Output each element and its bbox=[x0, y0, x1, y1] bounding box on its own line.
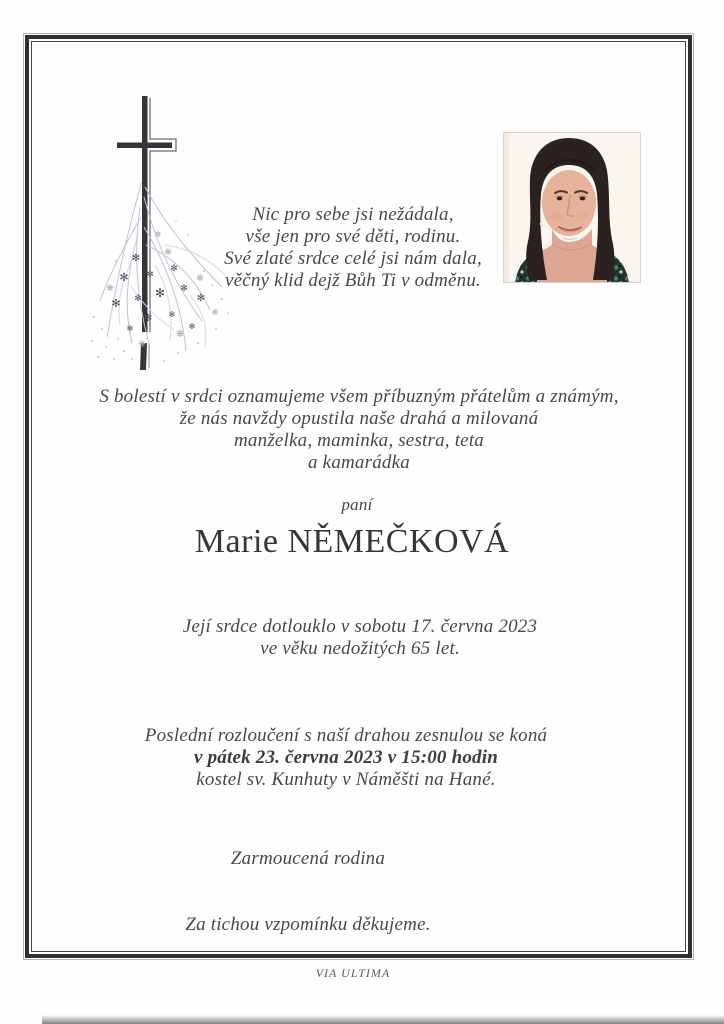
honorific: paní bbox=[341, 495, 373, 514]
svg-text:✻: ✻ bbox=[143, 313, 153, 324]
family-signature: Zarmoucená rodina bbox=[230, 848, 386, 869]
funeral-location: kostel sv. Kunhuty v Náměšti na Hané. bbox=[196, 769, 496, 790]
announcement-line: manželka, maminka, sestra, teta bbox=[234, 430, 484, 451]
svg-text:❋: ❋ bbox=[106, 284, 114, 294]
svg-text:❋: ❋ bbox=[164, 248, 172, 258]
funeral-date-time: v pátek 23. června 2023 v 15:00 hodin bbox=[194, 747, 498, 768]
svg-text:✻: ✻ bbox=[188, 322, 196, 331]
announcement-line: a kamarádka bbox=[308, 452, 410, 473]
svg-text:✻: ✻ bbox=[111, 297, 121, 310]
thanks-line: Za tichou vzpomínku děkujeme. bbox=[185, 914, 431, 935]
svg-text:✻: ✻ bbox=[168, 310, 176, 319]
scan-edge-shadow bbox=[42, 1015, 724, 1024]
poem-line: Své zlaté srdce celé jsi nám dala, bbox=[224, 248, 482, 269]
announcement-line: že nás navždy opustila naše drahá a milovaná bbox=[179, 408, 539, 429]
death-info-line: ve věku nedožitých 65 let. bbox=[260, 638, 460, 659]
svg-text:❋: ❋ bbox=[175, 329, 185, 340]
announcement-text bbox=[0, 386, 721, 474]
deceased-name: Marie NĚMEČKOVÁ bbox=[194, 523, 510, 560]
svg-text:✻: ✻ bbox=[119, 271, 129, 284]
svg-text:✻: ✻ bbox=[146, 270, 154, 280]
svg-text:✻: ✻ bbox=[154, 286, 166, 300]
svg-text:✻: ✻ bbox=[131, 253, 141, 264]
svg-text:✻: ✻ bbox=[134, 294, 142, 304]
death-info bbox=[0, 616, 722, 660]
svg-text:✻: ✻ bbox=[180, 284, 188, 294]
funeral-info-line: Poslední rozloučení s naší drahou zesnulou se koná bbox=[144, 725, 548, 746]
svg-text:❋: ❋ bbox=[211, 308, 219, 317]
svg-text:❋: ❋ bbox=[196, 274, 204, 284]
memorial-poem bbox=[0, 204, 715, 292]
death-info-line: Její srdce dotlouklo v sobotu 17. června 2023 bbox=[182, 616, 538, 637]
poem-line: vše jen pro své děti, rodinu. bbox=[245, 226, 461, 247]
funeral-info bbox=[0, 725, 708, 791]
announcement-line: S bolestí v srdci oznamujeme všem příbuzným přátelům a známým, bbox=[99, 386, 619, 407]
svg-text:✻: ✻ bbox=[196, 293, 206, 304]
svg-text:❋: ❋ bbox=[138, 340, 146, 350]
svg-text:✻: ✻ bbox=[170, 264, 178, 274]
poem-line: věčný klid dejž Bůh Ti v odměnu. bbox=[225, 270, 481, 291]
svg-text:✻: ✻ bbox=[126, 324, 134, 333]
poem-line: Nic pro sebe jsi nežádala, bbox=[252, 204, 454, 225]
svg-text:❋: ❋ bbox=[154, 230, 162, 239]
funeral-agency-brand: VIA ULTIMA bbox=[315, 966, 391, 980]
